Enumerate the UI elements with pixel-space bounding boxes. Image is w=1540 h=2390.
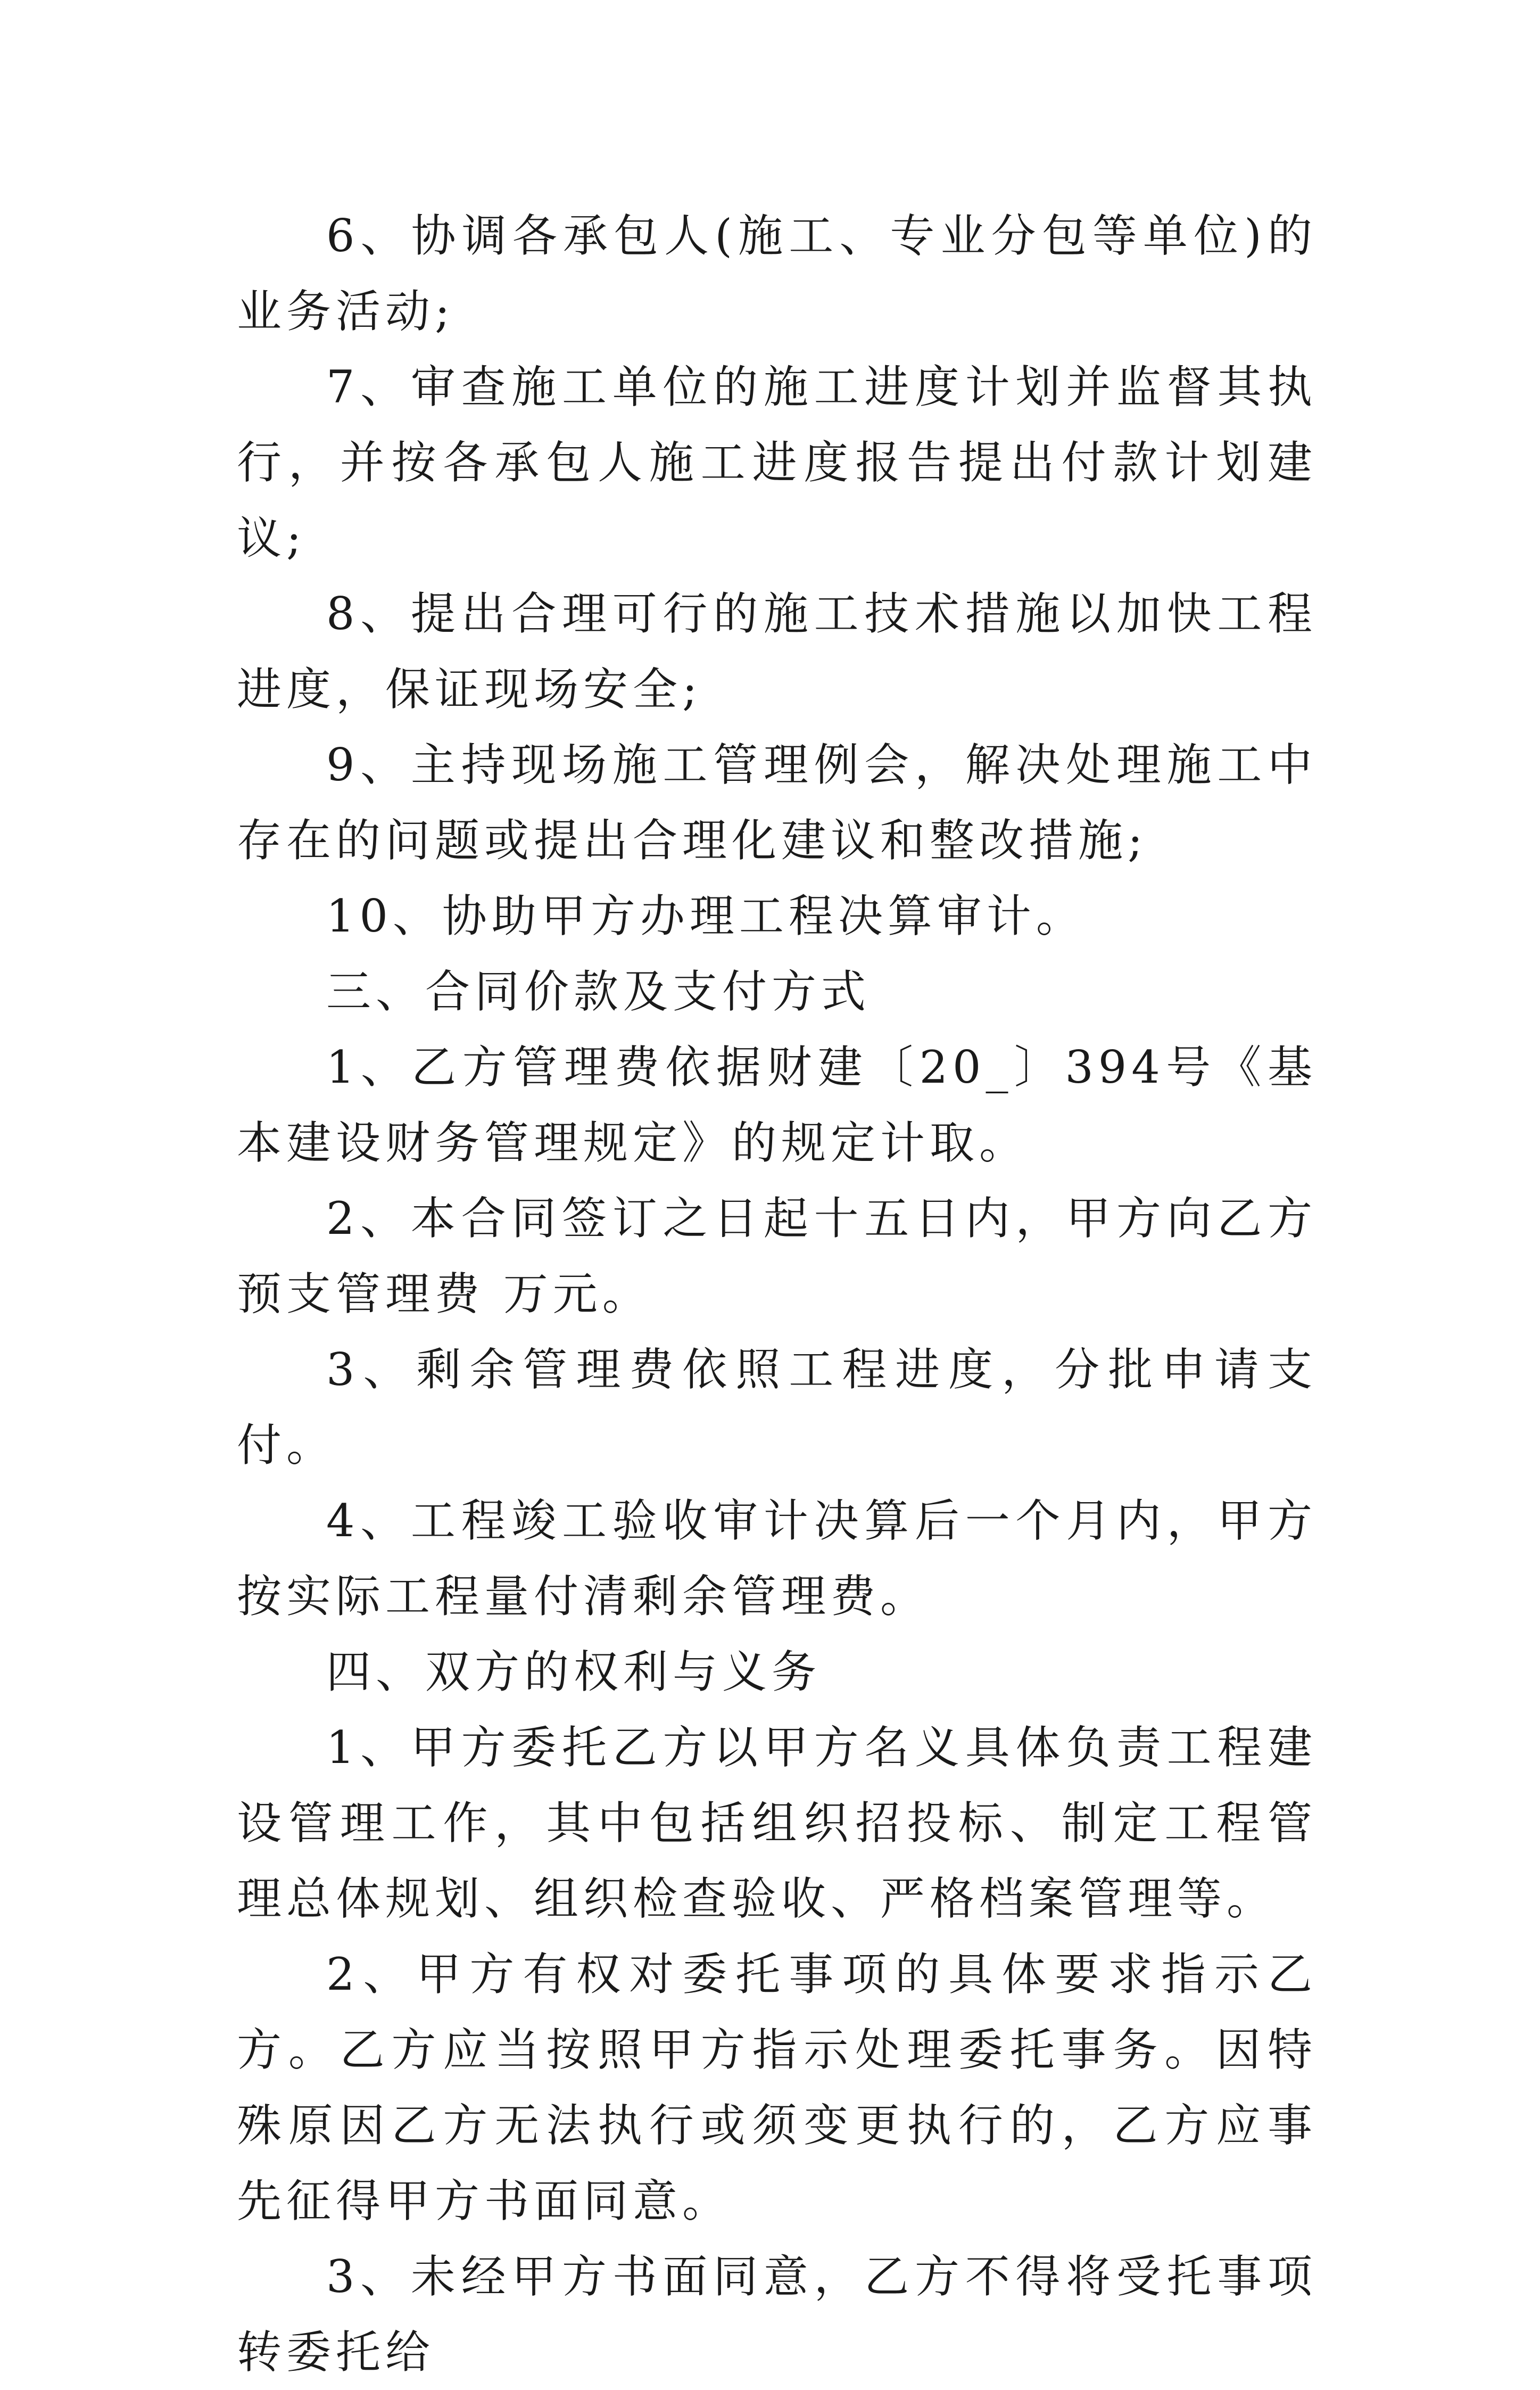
payment-item-2: 2、本合同签订之日起十五日内，甲方向乙方预支管理费 万元。 (237, 1192, 1317, 1320)
document-body (237, 198, 1317, 2390)
paragraph-item-10: 10、协助甲方办理工程决算审计。 (326, 890, 1086, 942)
payment-item-4: 4、工程竣工验收审计决算后一个月内，甲方按实际工程量付清剩余管理费。 (237, 1495, 1317, 1622)
paragraph-item-9: 9、主持现场施工管理例会，解决处理施工中存在的问题或提出合理化建议和整改措施; (237, 739, 1317, 867)
paragraph-item-6: 6、协调各承包人(施工、专业分包等单位)的业务活动; (237, 210, 1317, 337)
rights-item-2: 2、甲方有权对委托事项的具体要求指示乙方。乙方应当按照甲方指示处理委托事务。因特殊原因乙方无法执行或须变更执行的，乙方应事先征得甲方书面同意。 (237, 1948, 1317, 2227)
payment-item-1: 1、乙方管理费依据财建〔20_〕394号《基本建设财务管理规定》的规定计取。 (237, 1041, 1317, 1169)
rights-item-3: 3、未经甲方书面同意，乙方不得将受托事项转委托给 (237, 2251, 1317, 2378)
payment-item-3: 3、剩余管理费依照工程进度，分批申请支付。 (237, 1344, 1317, 1471)
section-heading-payment: 三、合同价款及支付方式 (326, 966, 871, 1018)
rights-item-1: 1、甲方委托乙方以甲方名义具体负责工程建设管理工作，其中包括组织招投标、制定工程管理总体规划、组织检查验收、严格档案管理等。 (237, 1721, 1317, 1925)
section-heading-rights: 四、双方的权利与义务 (326, 1646, 822, 1698)
paragraph-item-7: 7、审查施工单位的施工进度计划并监督其执行，并按各承包人施工进度报告提出付款计划建议; (237, 361, 1317, 564)
paragraph-item-8: 8、提出合理可行的施工技术措施以加快工程进度，保证现场安全; (237, 588, 1317, 715)
